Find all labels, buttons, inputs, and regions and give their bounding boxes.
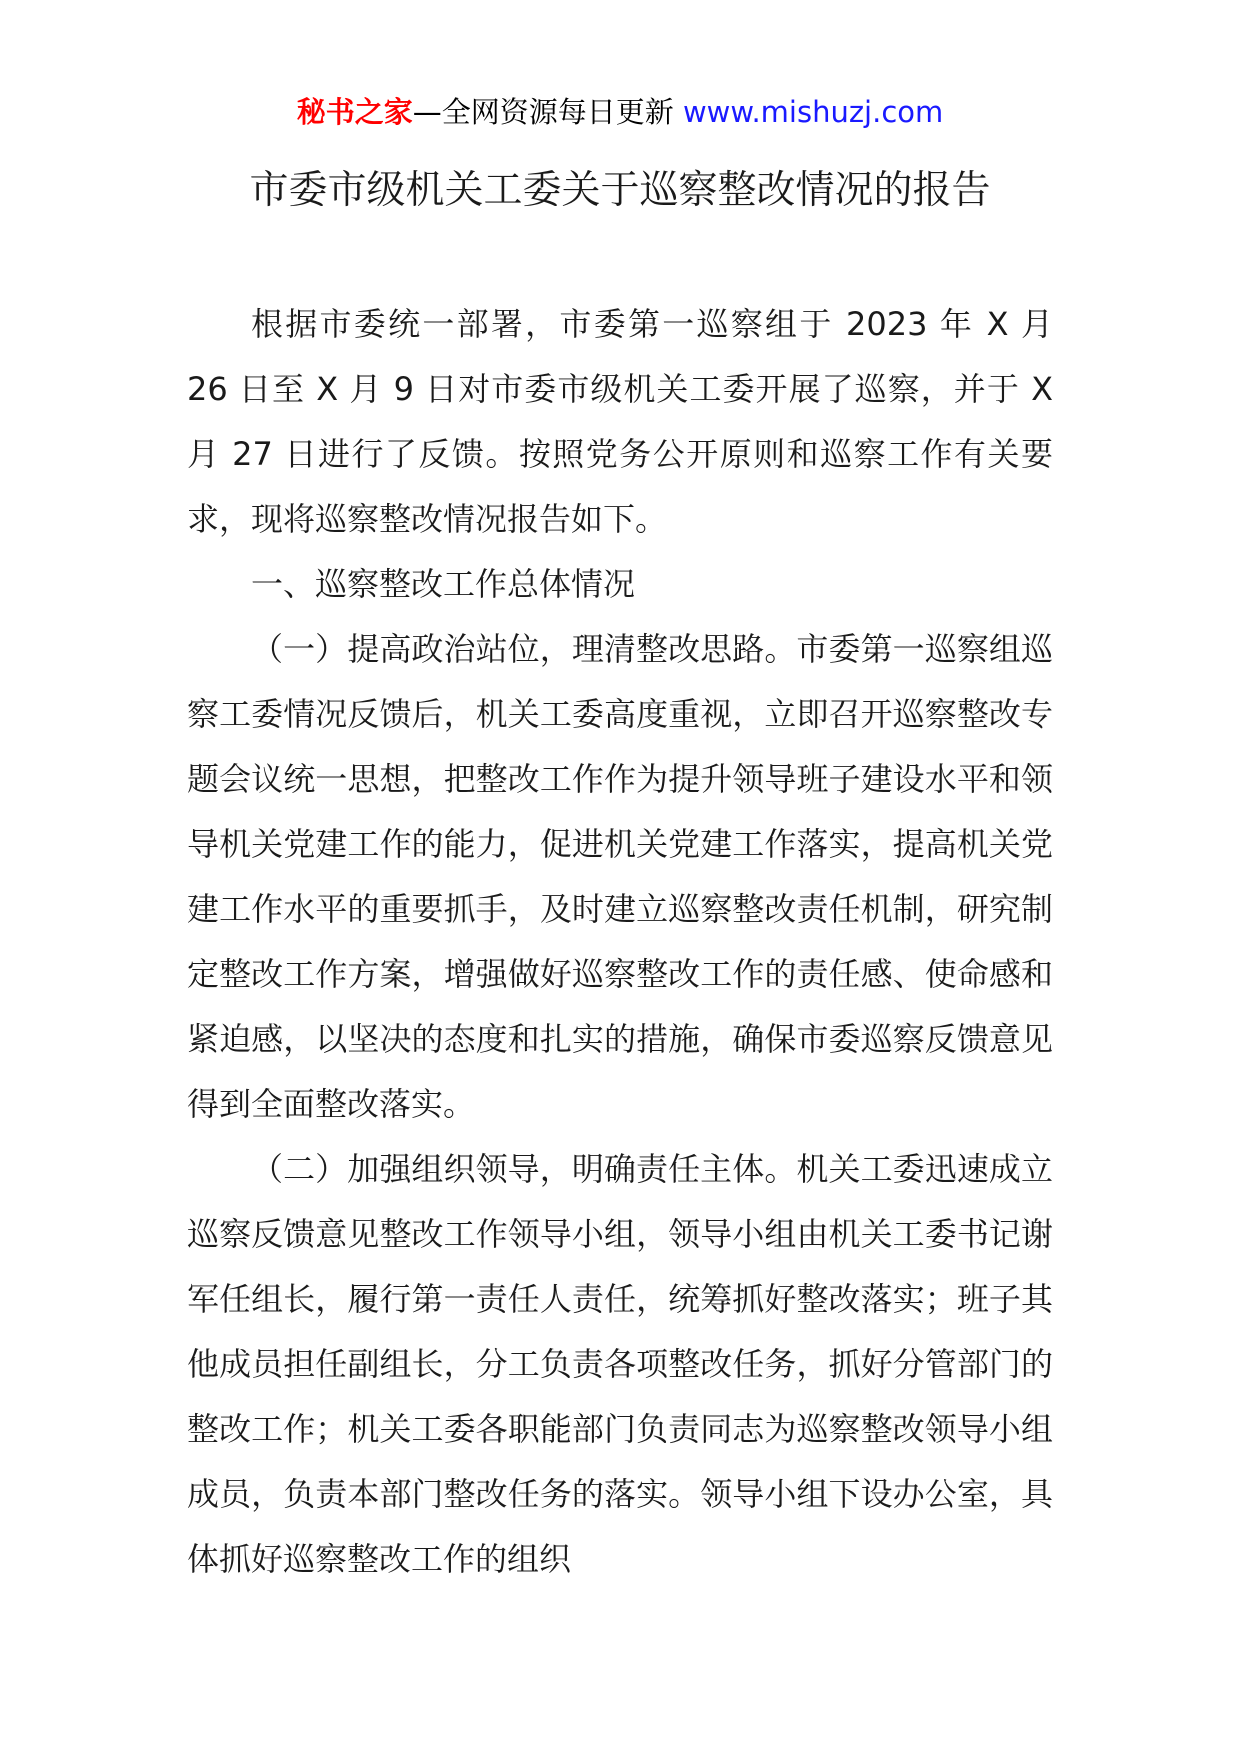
document-title: 市委市级机关工委关于巡察整改情况的报告 bbox=[249, 168, 991, 213]
document-body bbox=[187, 292, 1053, 1592]
section-heading: 一、巡察整改工作总体情况 bbox=[251, 565, 636, 603]
brand-name: 秘书之家 bbox=[296, 95, 413, 129]
body-paragraph: （一）提高政治站位，理清整改思路。市委第一巡察组巡察工委情况反馈后，机关工委高度重视，立即召开巡察整改专题会议统一思想，把整改工作作为提升领导班子建设水平和领导机关党建工作的能力，促进机关党建工作落实，提高机关党建工作水平的重要抓手，及时建立巡察整改责任机制，研究制定整改工作方案，增强做好巡察整改工作的责任感、使命感和紧迫感，以坚决的态度和扎实的措施，确保市委巡察反馈意见得到全面整改落实。 bbox=[187, 630, 1053, 1123]
intro-paragraph: 根据市委统一部署，市委第一巡察组于 2023 年 X 月 26 日至 X 月 9 日对市委市级机关工委开展了巡察，并于 X 月 27 日进行了反馈。按照党务公开原则和巡察工作有关要求，现将巡察整改情况报告如下。 bbox=[187, 305, 1053, 538]
header-slogan: —全网资源每日更新 bbox=[412, 95, 674, 129]
site-header bbox=[0, 92, 1240, 132]
body-paragraph: （二）加强组织领导，明确责任主体。机关工委迅速成立巡察反馈意见整改工作领导小组，领导小组由机关工委书记谢军任组长，履行第一责任人责任，统筹抓好整改落实；班子其他成员担任副组长，分工负责各项整改任务，抓好分管部门的整改工作；机关工委各职能部门负责同志为巡察整改领导小组成员，负责本部门整改任务的落实。领导小组下设办公室，具体抓好巡察整改工作的组织 bbox=[187, 1150, 1053, 1578]
site-url-link[interactable]: www.mishuzj.com bbox=[682, 95, 944, 129]
